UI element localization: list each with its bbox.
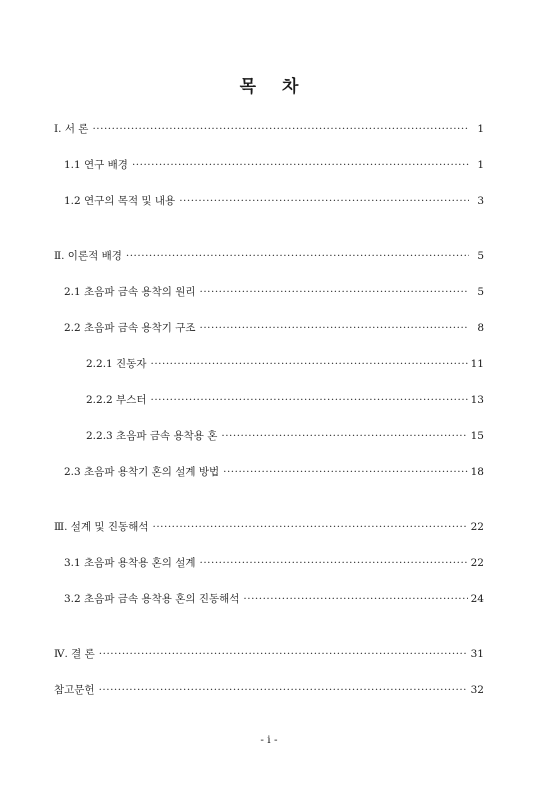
toc-entry-2-2-2[interactable]	[86, 393, 484, 407]
toc-label: 2.1 초음파 금속 용착의 원리	[64, 286, 196, 298]
toc-entry-chapter-2[interactable]	[54, 249, 484, 263]
toc-page-number: 31	[470, 648, 484, 660]
toc-leader-dots	[199, 556, 467, 570]
toc-leader-dots	[199, 285, 469, 299]
toc-label: 참고문헌	[54, 684, 95, 696]
toc-leader-dots	[179, 194, 469, 208]
toc-label: 1.2 연구의 목적 및 내용	[64, 195, 176, 207]
toc-entry-2-1[interactable]	[64, 285, 484, 299]
toc-entry-2-2[interactable]	[64, 321, 484, 335]
toc-leader-dots	[223, 465, 468, 479]
toc-leader-dots	[152, 520, 467, 534]
page-number-footer: - i -	[260, 734, 278, 746]
toc-page-number: 1	[477, 159, 484, 171]
toc-label: Ⅰ. 서 론	[54, 123, 89, 135]
toc-entry-references[interactable]	[54, 683, 484, 697]
toc-page-number: 18	[470, 466, 484, 478]
toc-page-number: 13	[470, 394, 484, 406]
toc-leader-dots	[199, 321, 469, 335]
toc-label: 3.1 초음파 용착용 혼의 설계	[64, 557, 196, 569]
toc-label: Ⅳ. 결 론	[54, 648, 95, 660]
toc-leader-dots	[150, 393, 467, 407]
toc-page-number: 5	[477, 286, 484, 298]
toc-page-number: 8	[477, 322, 484, 334]
toc-page-number: 1	[477, 123, 484, 135]
toc-label: Ⅲ. 설계 및 진동해석	[54, 521, 149, 533]
toc-page-number: 22	[470, 521, 484, 533]
toc-entry-chapter-3[interactable]	[54, 520, 484, 534]
toc-page-number: 32	[470, 684, 484, 696]
toc-page-number: 22	[470, 557, 484, 569]
toc-leader-dots	[221, 429, 467, 443]
toc-leader-dots	[92, 122, 469, 136]
toc-entry-chapter-4[interactable]	[54, 647, 484, 661]
toc-page-number: 5	[477, 250, 484, 262]
toc-label: 2.3 초음파 용착기 혼의 설계 방법	[64, 466, 220, 478]
toc-label: 2.2.3 초음파 금속 용착용 혼	[86, 430, 218, 442]
toc-entry-2-2-3[interactable]	[86, 429, 484, 443]
page-title: 목 차	[239, 77, 309, 97]
toc-leader-dots	[126, 249, 469, 263]
toc-entry-1-2[interactable]	[64, 194, 484, 208]
toc-entry-2-3[interactable]	[64, 465, 484, 479]
toc-label: 2.2 초음파 금속 용착기 구조	[64, 322, 196, 334]
toc-label: 2.2.2 부스터	[86, 394, 147, 406]
toc-entry-chapter-1[interactable]	[54, 122, 484, 136]
toc-page-number: 3	[477, 195, 484, 207]
toc-leader-dots	[99, 647, 468, 661]
toc-entry-1-1[interactable]	[64, 158, 484, 172]
toc-page-number: 11	[470, 358, 484, 370]
toc-page-number: 24	[470, 593, 484, 605]
toc-leader-dots	[243, 592, 467, 606]
toc-entry-2-2-1[interactable]	[86, 357, 484, 371]
toc-label: 2.2.1 진동자	[86, 358, 147, 370]
toc-entry-3-1[interactable]	[64, 556, 484, 570]
toc-leader-dots	[99, 683, 468, 697]
toc-label: 1.1 연구 배경	[64, 159, 128, 171]
toc-label: Ⅱ. 이론적 배경	[54, 250, 122, 262]
toc-leader-dots	[150, 357, 467, 371]
toc-leader-dots	[132, 158, 469, 172]
toc-page-number: 15	[470, 430, 484, 442]
toc-entry-3-2[interactable]	[64, 592, 484, 606]
toc-label: 3.2 초음파 금속 용착용 혼의 진동해석	[64, 593, 240, 605]
